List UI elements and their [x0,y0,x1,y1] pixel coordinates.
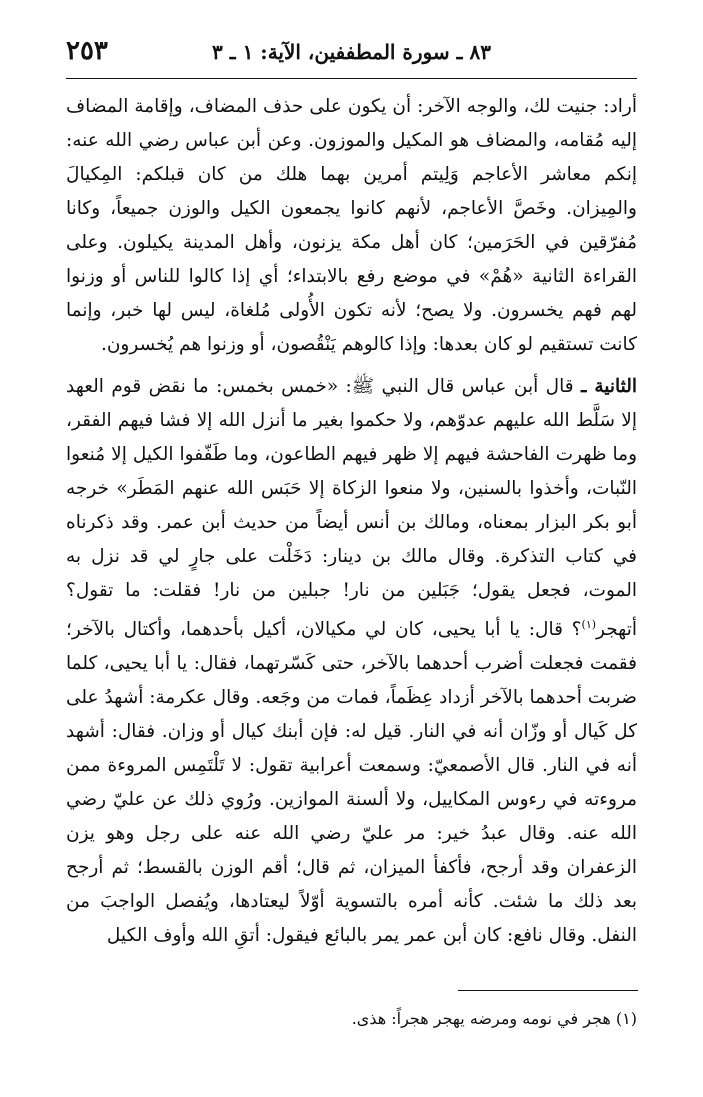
page-header [66,30,637,74]
header-divider [66,78,637,79]
running-title: ٨٣ ـ سورة المطففين، الآية: ١ ـ ٣ [212,40,491,64]
page-number: ٢٥٣ [66,36,108,66]
footnote-marker: (١) [581,618,597,631]
footnote: (١) هجر في نومه ومرضه يهجر هجراً: هذى. [351,1009,637,1028]
paragraph-2-lead: الثانية ـ [580,376,637,397]
paragraph-2-text-b: ؟ قال: يا أبا يحيى، كان لي مكيالان، أكيل بأحدهما، وأكتال بالآخر؛ فقمت فجعلت أضرب أحدهما بالآخر، حتى كَسّرتهما، فقال: يا أبا يحيى، كلما ضربت أحدهما بالآخر أزداد عِظَماً، فمات من وجَعه. وقال عكرمة: أشهدُ على كل كَيال أو وزّان أنه في النار. قيل له: فإن أبنك كيال أو وزان. فقال: أشهد أنه في النار. قال الأصمعيّ: وسمعت أعرابية تقول: لا تَلْتَمِس المروءة ممن مروءته في رءوس المكاييل، ولا ألسنة الموازين. ورُوي ذلك عن عليّ رضي الله عنه. وقال عبدُ خير: مر عليّ رضي الله عنه على رجل وهو يزن الزعفران وقد أرجح، فأكفأ الميزان، ثم قال؛ أقم الوزن بالقسط؛ ثم أرجح بعد ذلك ما شئت. كأنه أمره بالتسوية أوّلاً ليعتادها، ويُفصل الواجبَ من النفل. وقال نافع: كان أبن عمر يمر بالبائع فيقول: أتقِ الله وأوف الكيل [66,619,637,947]
paragraph-2 [66,370,637,953]
main-text [66,90,637,953]
paragraph-2-text-a: قال أبن عباس قال النبي ﷺ: «خمس بخمس: ما نقض قوم العهد إلا سَلَّط الله عليهم عدوّهم، ولا حكموا بغير ما أنزل الله إلا فشا فيهم الفقر، وما ظهرت الفاحشة فيهم إلا ظهر فيهم الطاعون، وما طَفّفوا الكيل إلا مُنعوا النّبات، وأخذوا بالسنين، ولا منعوا الزكاة إلا حَبَس الله عنهم المَطَر» خرجه أبو بكر البزار بمعناه، ومالك بن أنس أيضاً من حديث أبن عمر. وقد ذكرناه في كتاب التذكرة. وقال مالك بن دينار: دَخَلْت على جارٍ لي قد نزل به الموت، فجعل يقول؛ جَبَلين من نار! جبلين من نار! فقلت: ما تقول؟ أتهجر [66,376,637,641]
paragraph-1: أراد: جنيت لك، والوجه الآخر: أن يكون على حذف المضاف، وإقامة المضاف إليه مُقامه، والمضاف هو المكيل والموزون. وعن أبن عباس رضي الله عنه: إنكم معاشر الأعاجم وَلِيتم أمرين بهما هلك من كان قبلكم: المِكيالَ والمِيزان. وخَصَّ الأعاجم، لأنهم كانوا يجمعون الكيل والوزن جميعاً، وكانا مُفرّقين في الحَرَمين؛ كان أهل مكة يزنون، وأهل المدينة يكيلون. وعلى القراءة الثانية «هُمْ» في موضع رفع بالابتداء؛ أي إذا كالوا للناس أو وزنوا لهم فهم يخسرون. ولا يصح؛ لأنه تكون الأُولى مُلغاة، ليس لها خبر، وإنما كانت تستقيم لو كان بعدها: وإذا كالوهم يَنْقُصون، أو وزنوا هم يُخسرون. [66,96,637,355]
footnote-divider [458,990,638,991]
